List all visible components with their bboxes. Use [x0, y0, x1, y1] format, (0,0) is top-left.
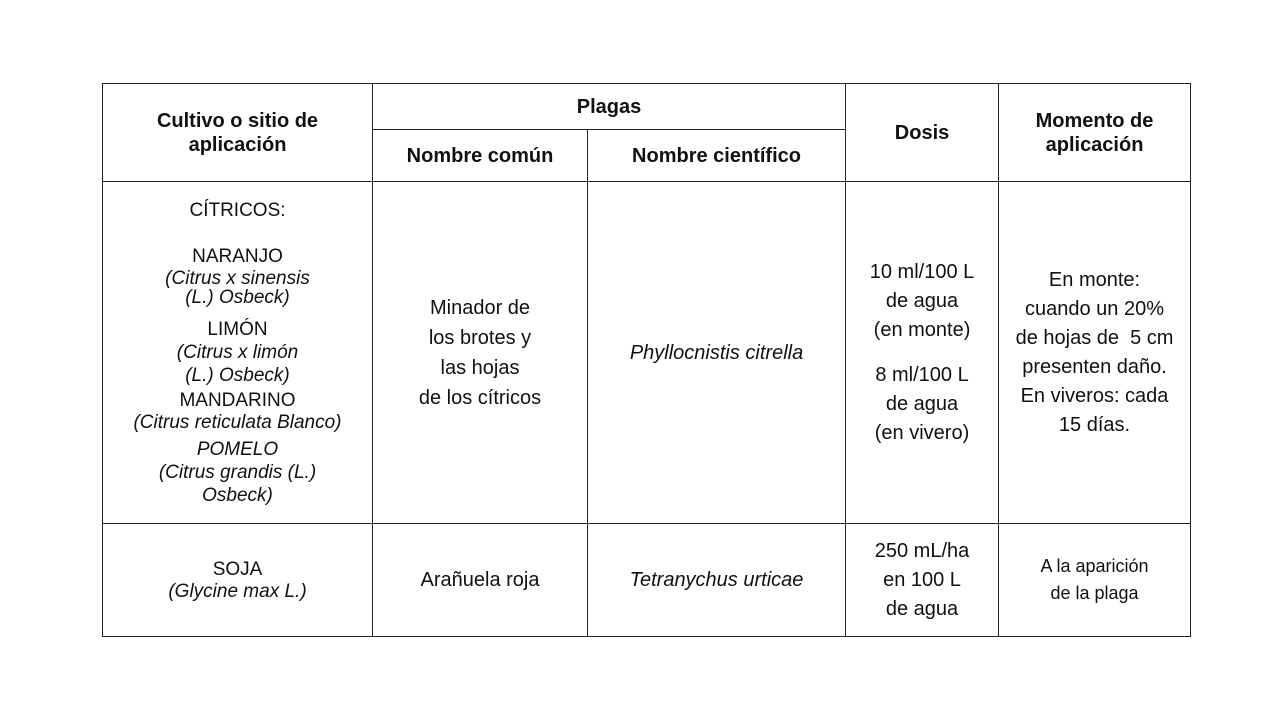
- header-scientific-name: Nombre científico: [588, 130, 846, 182]
- dose-line: 250 mL/ha: [874, 539, 970, 562]
- header-crop: [103, 84, 373, 182]
- crop-name: POMELO: [196, 439, 279, 461]
- dose-line: de agua: [885, 289, 959, 312]
- moment-line: cuando un 20%: [1025, 297, 1165, 320]
- dose-line: en 100 L: [883, 568, 961, 591]
- dose-line: de agua: [885, 392, 959, 415]
- dose-cell: [846, 524, 999, 637]
- crop-group-label: CÍTRICOS:: [189, 199, 286, 221]
- common-name-cell: Arañuela roja: [373, 524, 588, 637]
- moment-cell: [999, 182, 1191, 524]
- header-moment: [999, 84, 1191, 182]
- crop-scientific: (L.) Osbeck): [185, 364, 290, 386]
- dose-line: 10 ml/100 L: [869, 260, 975, 283]
- crop-scientific: (Glycine max L.): [168, 580, 307, 602]
- moment-line: 15 días.: [1058, 413, 1131, 436]
- crop-scientific: (Citrus x limón: [176, 341, 299, 363]
- dose-line: (en monte): [873, 318, 971, 341]
- moment-line: A la aparición: [1040, 556, 1149, 576]
- table-row: [103, 182, 1191, 524]
- crop-scientific: (Citrus x sinensis: [165, 268, 310, 290]
- common-name-line: de los cítricos: [418, 386, 542, 409]
- moment-line: de la plaga: [1050, 583, 1139, 603]
- common-name-line: los brotes y: [428, 326, 532, 349]
- moment-line: En viveros: cada: [1020, 384, 1169, 407]
- header-moment-label: Momento de aplicación: [1035, 109, 1154, 156]
- moment-line: En monte:: [1048, 268, 1141, 291]
- header-crop-label: Cultivo o sitio de aplicación: [156, 109, 319, 156]
- application-table: [102, 83, 1191, 637]
- crop-scientific: (L.) Osbeck): [185, 287, 290, 309]
- dose-line: 8 ml/100 L: [875, 363, 969, 386]
- crop-name: MANDARINO: [179, 389, 296, 411]
- moment-line: de hojas de 5 cm: [1015, 326, 1174, 349]
- crop-name: NARANJO: [192, 246, 283, 268]
- crop-name: LIMÓN: [207, 319, 268, 341]
- dose-cell: [846, 182, 999, 524]
- dose-line: (en vivero): [874, 421, 970, 444]
- crop-scientific: Osbeck): [202, 484, 273, 506]
- crop-name: SOJA: [212, 559, 263, 581]
- crop-scientific: (Citrus grandis (L.): [158, 461, 317, 483]
- scientific-name-cell: Tetranychus urticae: [588, 524, 846, 637]
- table-row: [103, 524, 1191, 637]
- common-name-cell: [373, 182, 588, 524]
- crop-cell: [103, 182, 373, 524]
- crop-scientific: (Citrus reticulata Blanco): [133, 412, 342, 434]
- header-common-name: Nombre común: [373, 130, 588, 182]
- scientific-name-cell: Phyllocnistis citrella: [588, 182, 846, 524]
- common-name-line: Minador de: [429, 296, 531, 319]
- moment-line: presenten daño.: [1022, 355, 1167, 378]
- crop-cell: [103, 524, 373, 637]
- header-pests: Plagas: [373, 84, 846, 130]
- dose-line: de agua: [885, 597, 959, 620]
- common-name-line: las hojas: [440, 356, 520, 379]
- moment-cell: [999, 524, 1191, 637]
- header-dose: Dosis: [846, 84, 999, 182]
